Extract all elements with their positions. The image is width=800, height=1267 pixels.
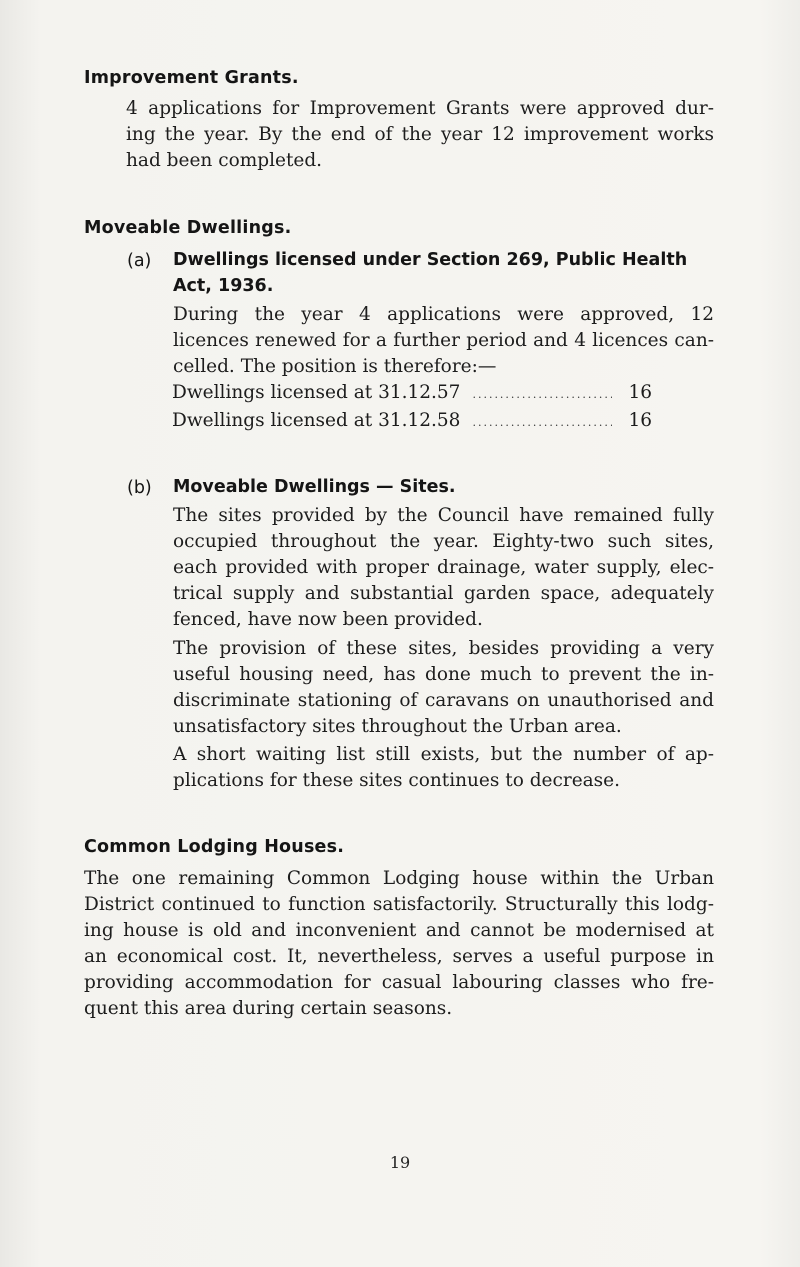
text-line: useful housing need, has done much to prevent the in- [173,664,714,685]
stat-value: 16 [628,410,652,431]
paragraph-sites-provision [173,636,714,740]
text-line: The sites provided by the Council have remained fully [173,505,714,526]
text-line: ing the year. By the end of the year 12 improvement works [126,124,714,145]
heading-improvement-grants: Improvement Grants. [84,68,299,88]
paragraph-improvement-grants [126,96,714,174]
stat-label: Dwellings licensed at 31.12.58 [172,410,461,431]
text-line: unsatisfactory sites throughout the Urban area. [173,716,622,737]
item-label-b: (b) [127,478,152,498]
title-line: Moveable Dwellings — Sites. [173,477,456,497]
text-line: quent this area during certain seasons. [84,998,453,1019]
item-title-b [173,474,456,500]
paragraph-common-lodging [84,866,714,1022]
text-line: an economical cost. It, nevertheless, serves a useful purpose in [84,946,714,967]
paragraph-waiting-list [173,742,714,794]
text-line: providing accommodation for casual labouring classes who fre- [84,972,714,993]
title-line: Act, 1936. [173,276,274,296]
text-line: had been completed. [126,150,323,171]
dot-leader [472,388,612,401]
text-line: plications for these sites continues to decrease. [173,770,621,791]
text-line: During the year 4 applications were approved, 12 [173,304,714,325]
text-line: discriminate stationing of caravans on unauthorised and [173,690,714,711]
text-line: ing house is old and inconvenient and cannot be modernised at [84,920,714,941]
stat-label: Dwellings licensed at 31.12.57 [172,382,461,403]
text-line: fenced, have now been provided. [173,609,483,630]
stat-row-licensed-1957 [172,382,652,403]
text-line: A short waiting list still exists, but the number of ap- [173,744,714,765]
heading-moveable-dwellings: Moveable Dwellings. [84,218,292,238]
text-line: trical supply and substantial garden space, adequately [173,583,714,604]
stat-value: 16 [628,382,652,403]
item-title-a [173,247,687,299]
text-line: 4 applications for Improvement Grants were approved dur- [126,98,714,119]
text-line: celled. The position is therefore:— [173,356,497,377]
text-line: licences renewed for a further period and 4 licences can- [173,330,714,351]
text-line: occupied throughout the year. Eighty-two such sites, [173,531,714,552]
text-line: District continued to function satisfactorily. Structurally this lodg- [84,894,714,915]
heading-common-lodging-houses: Common Lodging Houses. [84,837,345,857]
page-number: 19 [389,1153,411,1172]
paragraph-sites-occupied [173,503,714,633]
text-line: The one remaining Common Lodging house within the Urban [84,868,714,889]
stat-row-licensed-1958 [172,410,652,431]
paragraph-dwellings-licensed [173,302,714,380]
item-label-a: (a) [127,251,152,271]
dot-leader [472,416,612,429]
text-line: The provision of these sites, besides providing a very [173,638,714,659]
text-line: each provided with proper drainage, water supply, elec- [173,557,714,578]
title-line: Dwellings licensed under Section 269, Public Health [173,250,688,270]
